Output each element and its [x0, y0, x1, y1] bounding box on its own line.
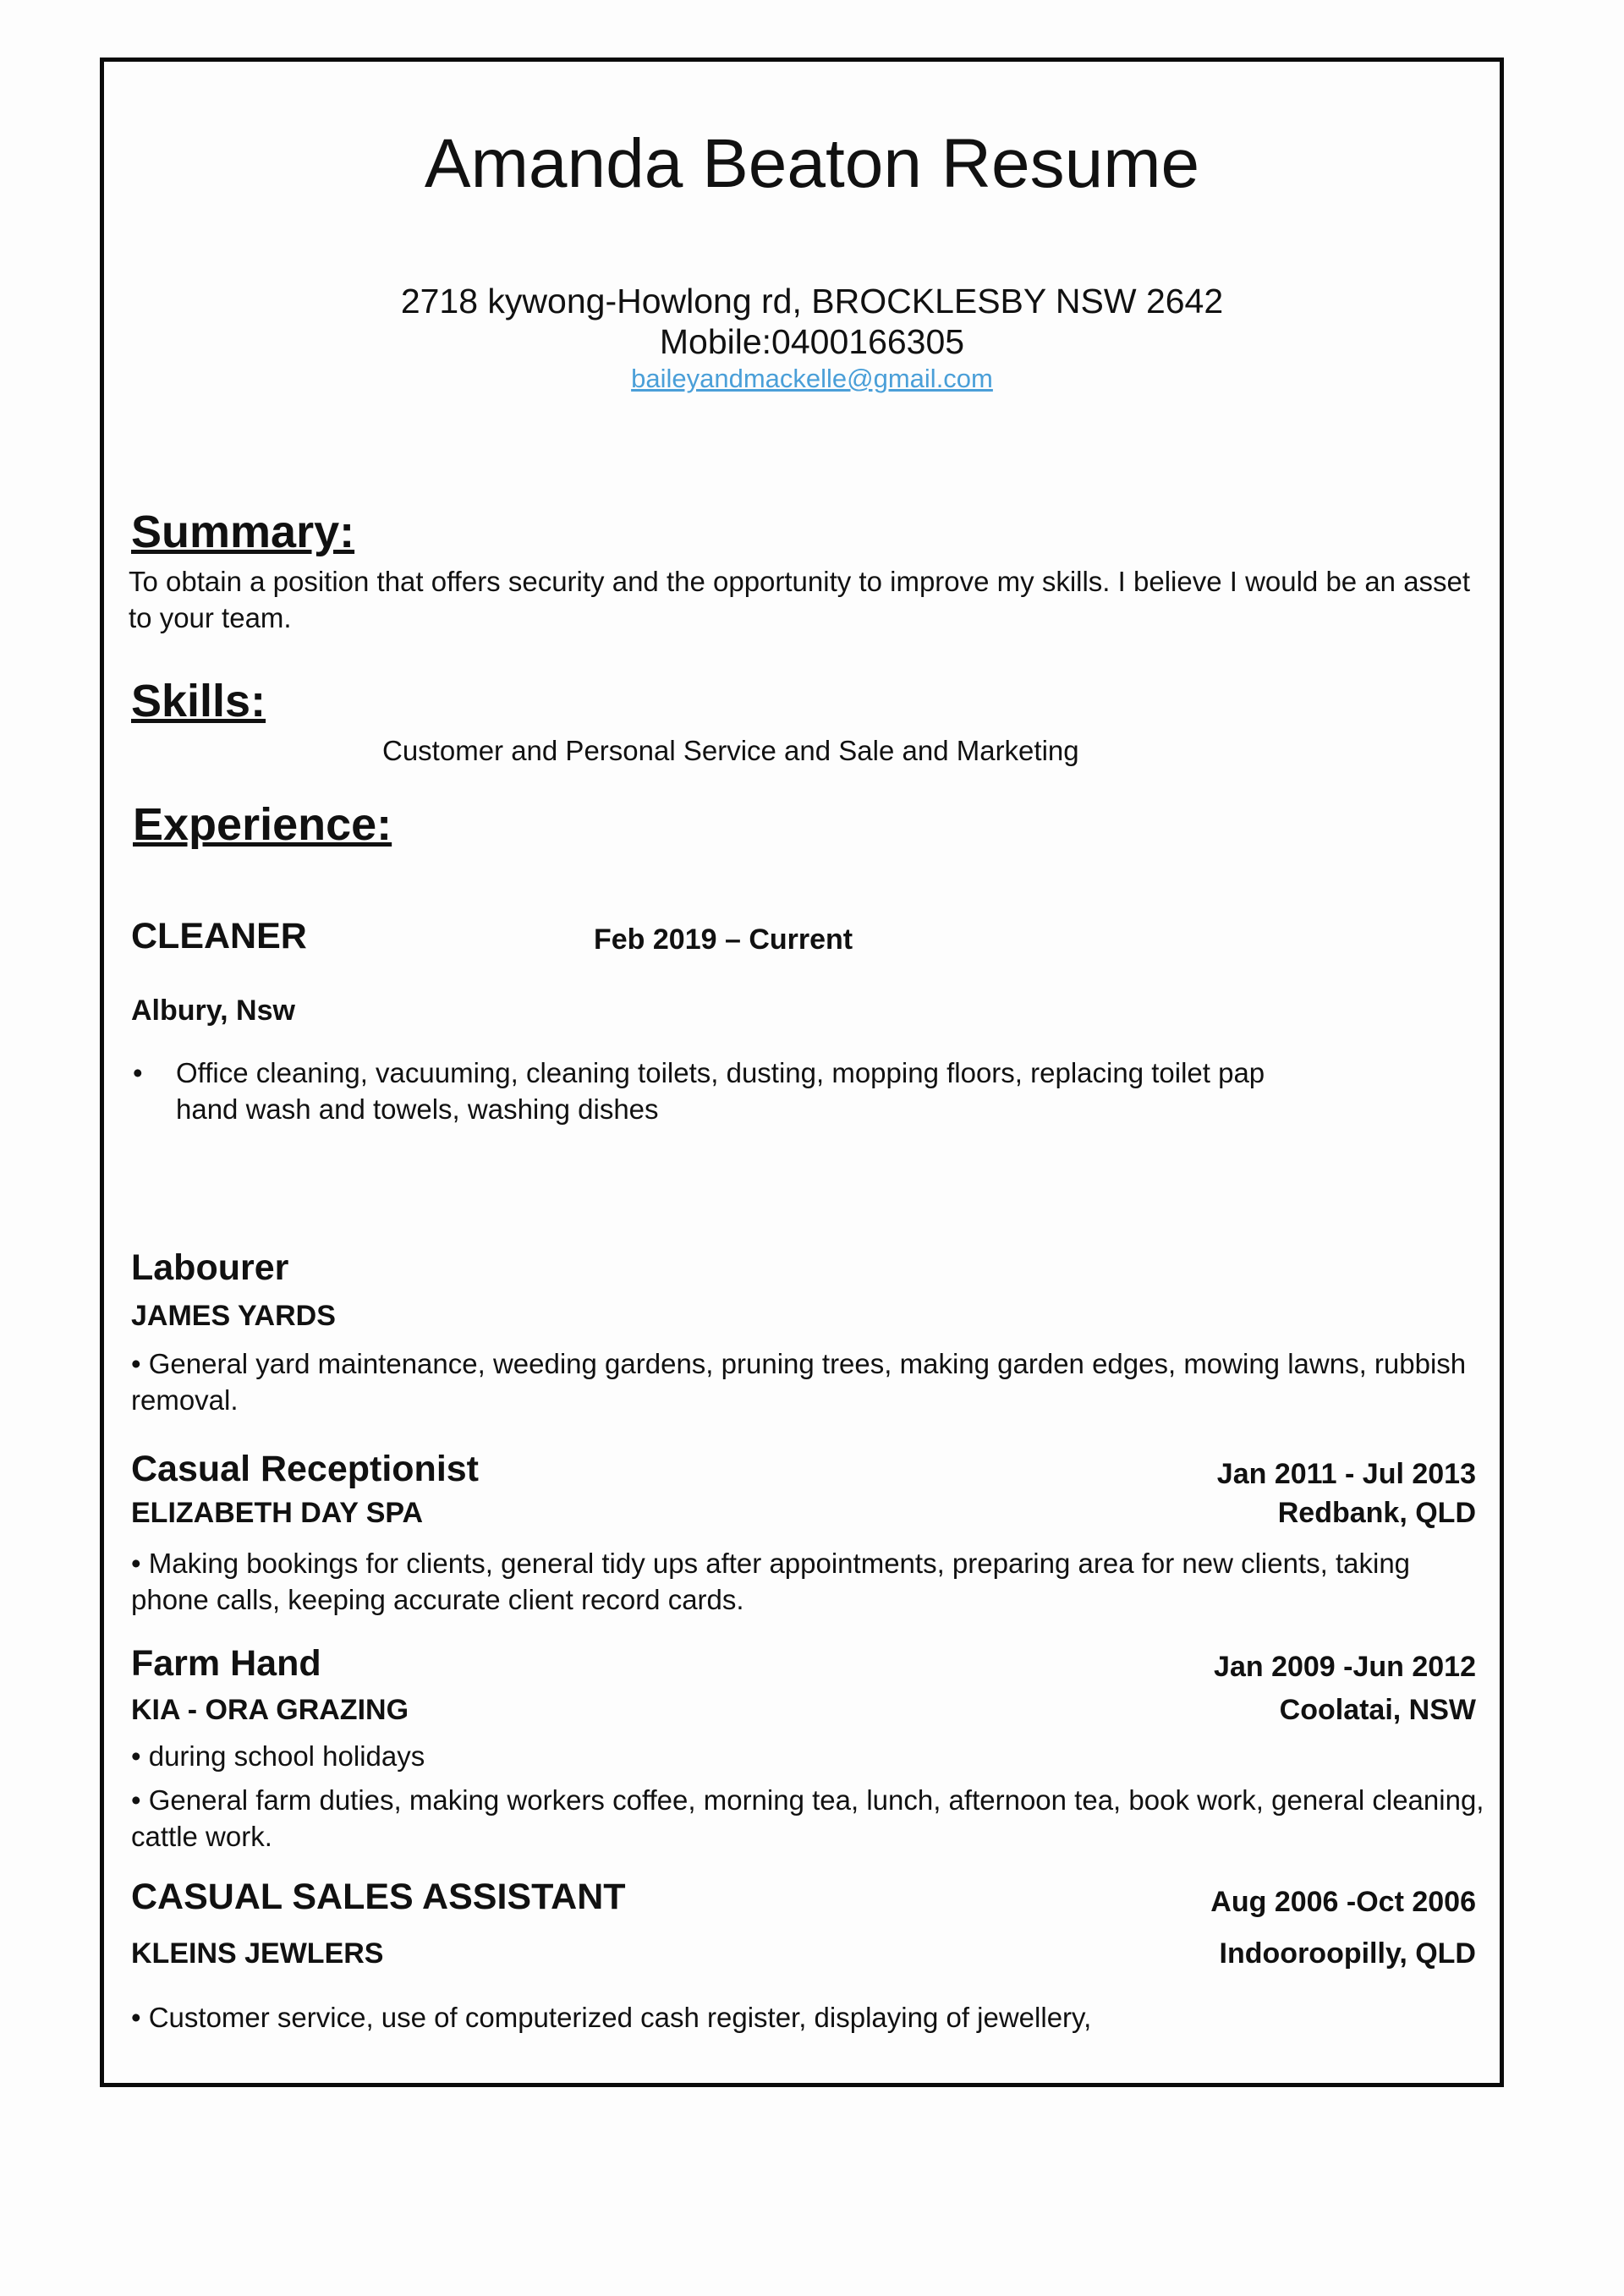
- job-bullet: • Customer service, use of computerized cash register, displaying of jewellery,: [131, 2002, 1092, 2033]
- job-bullet: hand wash and towels, washing dishes: [176, 1093, 659, 1125]
- bullet-icon: •: [133, 1057, 143, 1088]
- job-bullet: • General farm duties, making workers coffee, morning tea, lunch, afternoon tea, book work, general cleaning, cattle work.: [131, 1784, 1484, 1852]
- mobile-number: Mobile:0400166305: [659, 322, 965, 361]
- job-dates: Jan 2011 - Jul 2013: [1216, 1458, 1476, 1490]
- experience-heading: Experience:: [133, 799, 392, 850]
- job-title: CLEANER: [131, 916, 307, 956]
- job-title: Farm Hand: [131, 1643, 321, 1684]
- job-bullet: • Making bookings for clients, general tidy ups after appointments, preparing area for new clients, taking phone calls, keeping accurate client record cards.: [131, 1548, 1411, 1615]
- job-dates: Jan 2009 -Jun 2012: [1214, 1651, 1476, 1683]
- email-line: [0, 365, 1624, 392]
- job-bullet: • General yard maintenance, weeding gardens, pruning trees, making garden edges, mowing lawns, rubbish removal.: [131, 1348, 1467, 1416]
- address: 2718 kywong-Howlong rd, BROCKLESBY NSW 2642: [400, 282, 1224, 321]
- job-bullet: • during school holidays: [131, 1740, 425, 1772]
- job-dates: Aug 2006 -Oct 2006: [1210, 1886, 1476, 1918]
- job-title: Labourer: [131, 1247, 289, 1288]
- job-bullet: Office cleaning, vacuuming, cleaning toilets, dusting, mopping floors, replacing toilet pap: [176, 1057, 1265, 1088]
- job-location: Indooroopilly, QLD: [1219, 1937, 1476, 1970]
- resume-title: Amanda Beaton Resume: [424, 125, 1200, 202]
- job-title: Casual Receptionist: [131, 1449, 479, 1489]
- job-location: Redbank, QLD: [1277, 1497, 1476, 1529]
- job-dates: Feb 2019 – Current: [594, 923, 853, 956]
- email-link[interactable]: baileyandmackelle@gmail.com: [631, 364, 993, 393]
- job-employer: ELIZABETH DAY SPA: [131, 1497, 424, 1529]
- summary-heading: Summary:: [131, 507, 355, 557]
- job-employer: KLEINS JEWLERS: [131, 1937, 384, 1970]
- skills-heading: Skills:: [131, 676, 266, 726]
- job-title: CASUAL SALES ASSISTANT: [131, 1877, 626, 1917]
- summary-text: To obtain a position that offers security and the opportunity to improve my skills. I believe I would be an asset to your team.: [129, 566, 1471, 633]
- job-location: Coolatai, NSW: [1279, 1694, 1476, 1726]
- job-location: Albury, Nsw: [131, 995, 295, 1027]
- job-employer: KIA - ORA GRAZING: [131, 1694, 409, 1726]
- job-employer: JAMES YARDS: [131, 1300, 336, 1332]
- skills-text: Customer and Personal Service and Sale and Marketing: [382, 735, 1079, 766]
